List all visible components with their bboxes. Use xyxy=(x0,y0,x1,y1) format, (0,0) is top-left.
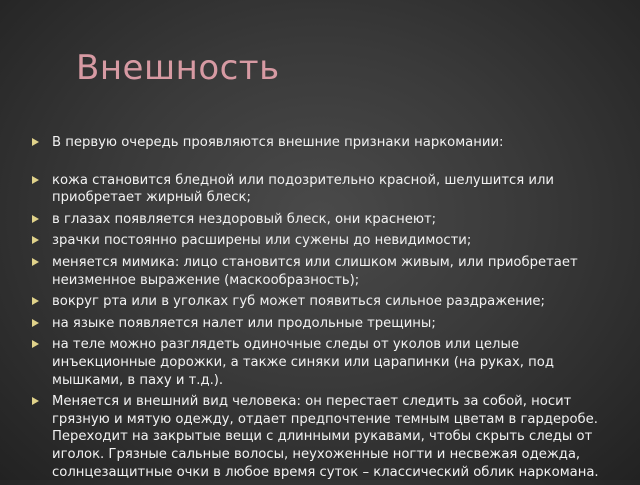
bullet-arrow-icon xyxy=(32,236,39,244)
slide-title: Внешность xyxy=(76,48,280,88)
bullet-item xyxy=(30,134,614,152)
bullet-arrow-icon xyxy=(32,215,39,223)
bullet-arrow-icon xyxy=(32,340,39,348)
bullet-item xyxy=(30,393,614,481)
bullet-text: меняется мимика: лицо становится или слишком живым, или приобретает неизменное выражение (маскообразность); xyxy=(52,254,578,288)
bullet-item xyxy=(30,315,614,333)
bullet-arrow-icon xyxy=(32,319,39,327)
bullet-text: Меняется и внешний вид человека: он перестает следить за собой, носит грязную и мятую одежду, отдает предпочтение темным цветам в гардеробе. Переходит на закрытые вещи с длинными рукавами, чтобы скрыть следы от иголок. Грязные сальные волосы, неухоженные ногти и несвежая одежда, солнцезащитные очки в любое время суток – классический облик наркомана. xyxy=(52,394,599,480)
bullet-item xyxy=(30,293,614,311)
bullet-text: В первую очередь проявляются внешние признаки наркомании: xyxy=(52,135,504,150)
bullet-item xyxy=(30,336,614,389)
bullet-text: в глазах появляется нездоровый блеск, они краснеют; xyxy=(52,211,437,227)
bullet-arrow-icon xyxy=(32,176,39,184)
bullet-arrow-icon xyxy=(32,138,39,146)
bullet-list xyxy=(30,134,614,481)
bullet-text: вокруг рта или в уголках губ может появиться сильное раздражение; xyxy=(52,294,545,310)
bullet-item xyxy=(30,172,614,207)
bullet-item xyxy=(30,254,614,289)
bullet-item xyxy=(30,211,614,229)
bullet-arrow-icon xyxy=(32,397,39,405)
bullet-item xyxy=(30,232,614,250)
bullet-text: на теле можно разглядеть одиночные следы от уколов или целые инъекционные дорожки, а также синяки или царапинки (на руках, под мышками, в паху и т.д.). xyxy=(52,337,554,388)
bullet-text: на языке появляется налет или продольные трещины; xyxy=(52,315,436,331)
bullet-text: зрачки постоянно расширены или сужены до невидимости; xyxy=(52,233,472,249)
bullet-arrow-icon xyxy=(32,297,39,305)
bullet-arrow-icon xyxy=(32,258,39,266)
bullet-text: кожа становится бледной или подозрительно красной, шелушится или приобретает жирный блеск; xyxy=(52,172,555,206)
slide-body xyxy=(30,134,614,485)
